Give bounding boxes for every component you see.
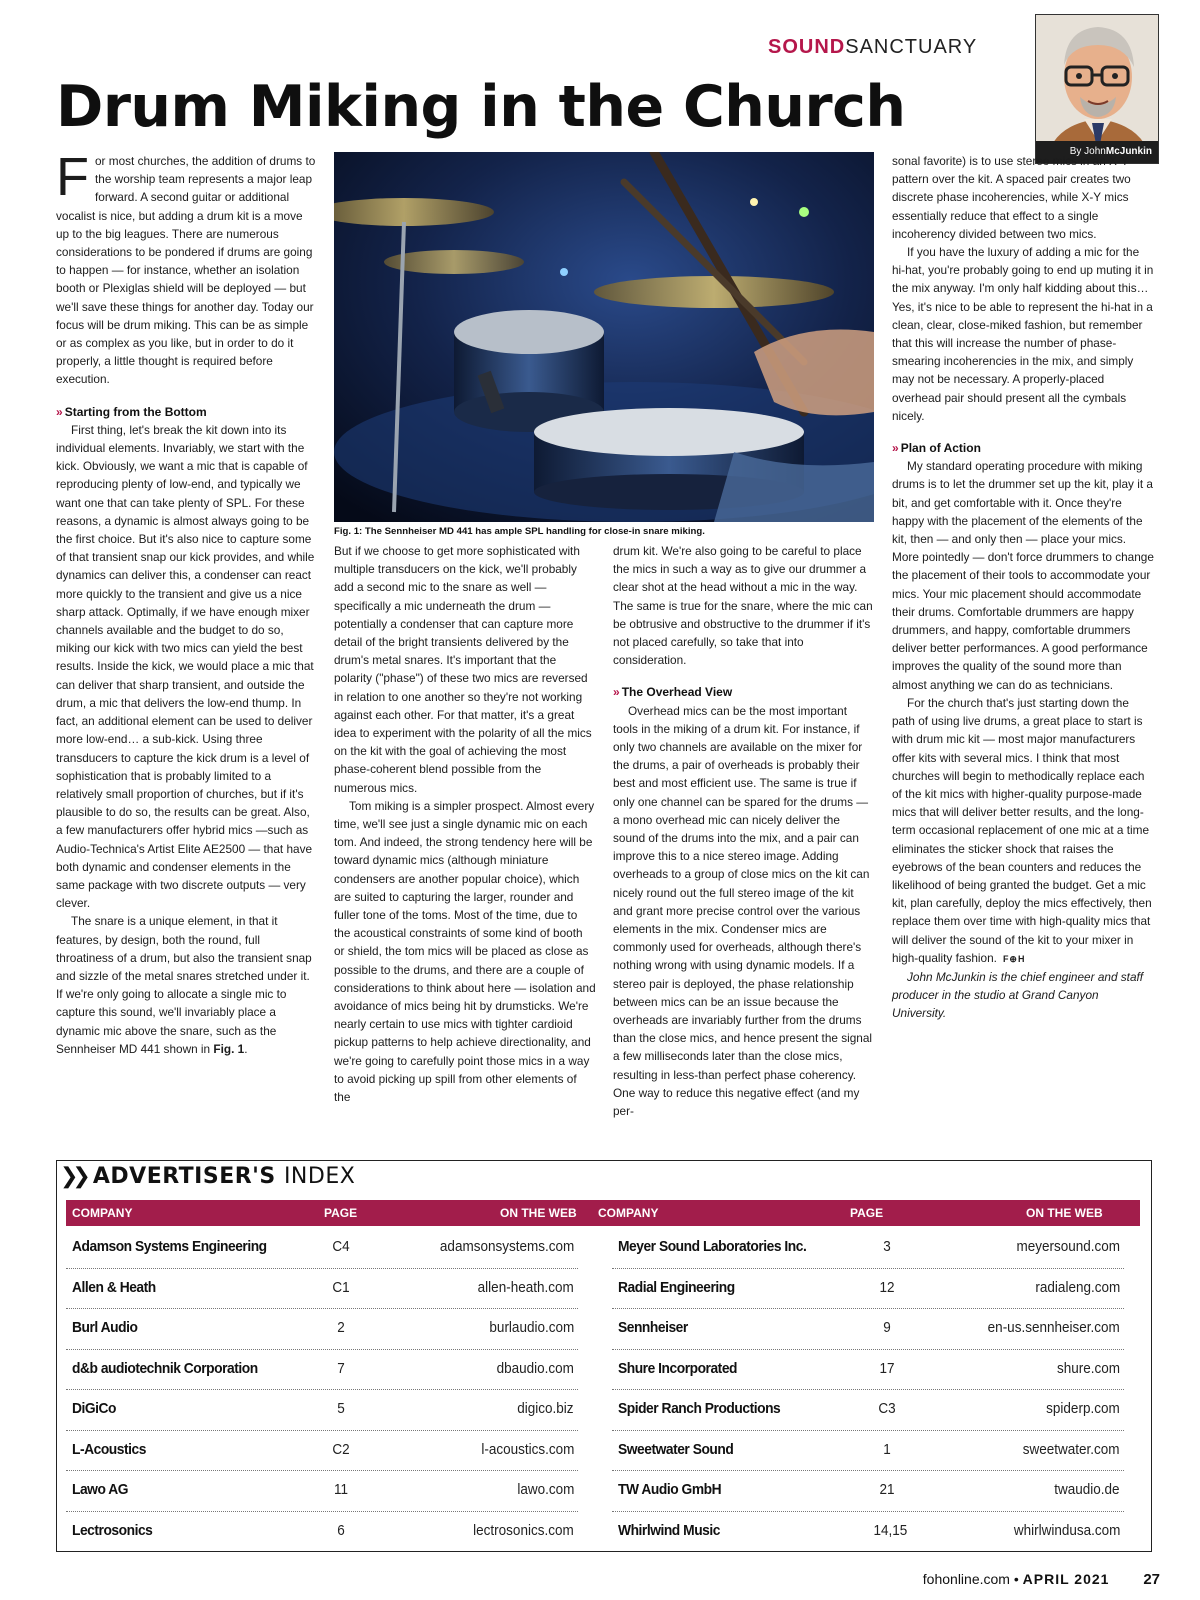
body-paragraph: Tom miking is a simpler prospect. Almost every time, we'll see just a single dynamic mic on each tom. And indeed, the strong tendency here will be toward dynamic mics (although miniature condensers are another popular choice), which are suited to capturing the larger, rounder and fuller tone of the toms. Most of the time, due to the acoustical constraints of some kind of booth or shield, the tom mics will be placed as close as possible to the drums, and there are a couple of considerations to think about here — isolation and avoidance of mics being hit by drumsticks. We're nearly certain to use mics with tighter cardioid pickup patterns to help achieve directionality, and we're going to carefully point those mics in a way to avoid picking up spill from other elements of the [334,798,596,1105]
col-page: PAGE [324,1206,358,1220]
advertiser-company: Meyer Sound Laboratories Inc. [618,1238,807,1255]
advertiser-web-link[interactable]: twaudio.de [1054,1481,1120,1498]
advertiser-company: Sweetwater Sound [618,1440,734,1458]
body-paragraph: But if we choose to get more sophisticated with multiple transducers on the kick, we'll probably add a second mic to the snare as well — specifically a mic underneath the drum — potentially a condenser that can capture more detail of the bright transients delivered by the drum's metal snares. It's important that the polarity ("phase") of these two mics are reversed in relation to one another so they're not working against each other. For that matter, it's a great idea to experiment with the polarity of all the mics on the kit with the goal of achieving the most phase-coherent blend possible from the numerous mics. [334,544,592,795]
advertiser-page: 14,15 [873,1521,908,1539]
title-light: INDEX [283,1164,356,1189]
subhead-plan-text: Plan of Action [900,441,981,456]
snare-text: The snare is a unique element, in that it features, by design, both the round, full throatiness of a drum, but also the transient snap and sizzle of the metal snares stretched under it. If we're only going to allocate a single mic to capture this sound, we'll invariably place a dynamic mic above the snare, such as the Sennheiser MD 441 shown in [56,914,312,1056]
article-headline: Drum Miking in the Church [56,74,906,140]
advertiser-web-link[interactable]: lawo.com [516,1481,574,1498]
title-bold: ADVERTISER'S [92,1164,276,1189]
brand-light: SANCTUARY [845,36,978,58]
col-company: COMPANY [72,1206,133,1220]
body-paragraph: sonal favorite) is to use stereo mics in an X-Y pattern over the kit. A spaced pair creates two discrete phase incoherencies, while X-Y mics essentially reduce that effect to a single incoherency divided between two mics. [892,154,1131,241]
advertiser-web-link[interactable]: l-acoustics.com [480,1440,574,1458]
author-portrait [1035,14,1159,164]
col-web: ON THE WEB [500,1206,577,1220]
advertiser-company: Radial Engineering [618,1278,735,1296]
footer-date: APRIL 2021 [1022,1571,1110,1587]
article-column-2 [334,542,596,1106]
table-row [612,1471,1124,1512]
advertiser-web-link[interactable]: whirlwindusa.com [1013,1521,1120,1539]
byline-name: McJunkin [1105,146,1152,157]
closing-text: For the church that's just starting down the path of using live drums, a great place to start is with drum mic kit — most major manufacturers offer kits with several mics. I think that most churches will begin to methodically replace each of the kit mics with higher-quality purpose-made mics that will deliver better results, and the long-term occasional replacement of one mic at a time eliminates the sticker shock that raises the eyebrows of the bean counters and reduces the likelihood of being granted the budget. Get a mic kit, plan carefully, deploy the mics effectively, then replace them over time with high-quality mics that will deliver the sound of the kit to your mixer in high-quality fashion. [892,695,1152,965]
article-column-4 [892,152,1154,1023]
table-row [612,1269,1124,1310]
subhead-overhead [613,683,875,701]
chevron-right-icon: » [613,685,618,700]
table-row [66,1228,578,1269]
table-row [66,1431,578,1472]
intro-paragraph [56,147,318,389]
col-company: COMPANY [598,1206,659,1220]
col-web: ON THE WEB [1026,1206,1103,1220]
advertiser-web-link[interactable]: lectrosonics.com [473,1521,574,1539]
advertiser-page: C2 [332,1440,350,1458]
advertiser-page: 1 [883,1440,891,1458]
advertiser-company: Spider Ranch Productions [618,1400,781,1417]
intro-text: or most churches, the addition of drums to the worship team represents a major leap forward. A second guitar or additional vocalist is nice, but adding a drum kit is a move up to the big leagues. There are numerous considerations to be pondered if drums are going to happen — for instance, whether an isolation booth or Plexiglas shield will be deployed — but we'll save these things for another day. Today our focus will be drum miking. This can be as simple or as complex as you like, but in order to do it properly, a little thought is required before execution. [56,154,316,387]
advertiser-page: C3 [878,1400,896,1417]
dropcap: F [56,147,89,207]
double-chevron-icon: ❯❯ [60,1164,85,1189]
body-paragraph: If you have the luxury of adding a mic for the hi-hat, you're probably going to end up muting it in the mix anyway. I'm only half kidding about this… Yes, it's nice to be able to represent the hi-hat in a clean, clear, close-miked fashion, but remember that this will increase the number of phase-smearing incoherencies in the mix, and simply may not be necessary. A properly-placed overhead pair should present all the cymbals nicely. [892,245,1154,423]
table-row [66,1390,578,1431]
advertiser-web-link[interactable]: meyersound.com [1016,1238,1120,1255]
table-row [612,1431,1124,1472]
advertiser-company: d&b audiotechnik Corporation [72,1359,258,1377]
advertiser-page: 17 [879,1359,895,1377]
advertiser-web-link[interactable]: digico.biz [517,1400,574,1417]
chevron-right-icon: » [892,441,897,456]
advertiser-company: Lectrosonics [72,1521,153,1539]
advertiser-page: 6 [337,1521,345,1539]
body-paragraph: My standard operating procedure with miking drums is to let the drummer set up the kit, play it a bit, and get comfortable with it. Once they're happy with the placement of the elements of the kit, then — and only then — place your mics. More pointedly — don't force drummers to change the placement of their tools to accommodate your mics. Your mic placement should accommodate their drums. Comfortable drummers are happy drummers, and happy, comfortable drummers deliver better performances. A good performance improves the quality of the sound more than almost anything we can do as technicians. [892,459,1154,692]
table-row [66,1471,578,1512]
article-photo [334,152,874,522]
footer-separator: • [1013,1571,1019,1587]
subhead-starting-text: Starting from the Bottom [64,404,207,419]
advertiser-company: Burl Audio [72,1319,138,1336]
col-page: PAGE [850,1206,884,1220]
advertiser-web-link[interactable]: dbaudio.com [496,1359,574,1377]
advertiser-web-link[interactable]: sweetwater.com [1023,1440,1120,1458]
table-row [66,1309,578,1350]
advertiser-company: Sennheiser [618,1319,688,1336]
advertiser-page: 12 [879,1278,895,1296]
advertiser-company: Shure Incorporated [618,1359,738,1377]
advertiser-company: Adamson Systems Engineering [72,1238,267,1255]
advertiser-index-title [60,1163,355,1191]
subhead-starting [56,403,318,421]
table-row [612,1350,1124,1391]
advertiser-company: Lawo AG [72,1481,129,1498]
advertiser-page: 5 [337,1400,345,1417]
advertiser-web-link[interactable]: adamsonsystems.com [439,1238,574,1255]
article-column-1 [56,147,318,1058]
advertiser-table-left [66,1228,578,1552]
end-mark: F⊕H [1002,953,1026,964]
advertiser-page: 11 [333,1481,349,1498]
advertiser-table-right [612,1228,1124,1552]
drum-kit-photo-icon [334,152,874,522]
body-paragraph: Overhead mics can be the most important tools in the miking of a drum kit. For instance, if only two channels are available on the mixer for the drums, a pair of overheads is probably their best and most efficient use. The same is true if only one channel can be spared for the drums — a mono overhead mic can nicely deliver the sound of the drums into the mix, and a pair can improve this to a nice stereo image. Adding overheads to a group of close mics on the kit can nicely round out the full stereo image of the kit and grant more precise control over the various elements in the mix. Condenser mics are commonly used for overheads, although there's nothing wrong with using dynamic models. If a stereo pair is deployed, the phase relationship between mics can be an issue because the overheads are invariably further from the drums than the close mics, and hence present the signal a few milliseconds later than the close mics, resulting in less-than perfect phase coherency. One way to reduce this negative effect (and my per- [613,703,873,1119]
advertiser-web-link[interactable]: burlaudio.com [489,1319,574,1336]
sentence-end: . [244,1041,248,1056]
brand-bold: SOUND [768,36,846,58]
footer-site[interactable]: fohonline.com [922,1571,1010,1587]
advertiser-company: Whirlwind Music [618,1521,720,1539]
article-column-3 [613,542,875,1120]
table-row [612,1390,1124,1431]
advertiser-company: DiGiCo [72,1400,117,1417]
table-row [612,1512,1124,1553]
body-paragraph [56,912,318,1058]
advertiser-page: 9 [883,1319,891,1336]
advertiser-page: 3 [883,1238,891,1255]
advertiser-company: Allen & Heath [72,1278,156,1296]
table-row [612,1309,1124,1350]
advertiser-page: C4 [332,1238,350,1255]
advertiser-company: L-Acoustics [72,1440,146,1458]
advertiser-web-link[interactable]: allen-heath.com [477,1278,574,1296]
subhead-plan [892,439,1154,457]
byline-prefix: By John [1069,146,1106,157]
advertiser-page: 2 [337,1319,345,1336]
body-paragraph [892,694,1154,968]
advertiser-web-link[interactable]: shure.com [1056,1359,1120,1377]
table-row [66,1269,578,1310]
table-row [612,1228,1124,1269]
author-credit: John McJunkin is the chief engineer and staff producer in the studio at Grand Canyon University. [892,969,1144,1021]
advertiser-page: C1 [332,1278,350,1296]
table-row [66,1512,578,1553]
chevron-right-icon: » [56,404,61,419]
figure-reference: Fig. 1 [213,1041,245,1056]
advertiser-page: 21 [879,1481,895,1498]
advertiser-web-link[interactable]: radialeng.com [1035,1278,1120,1296]
body-paragraph: First thing, let's break the kit down into its individual elements. Invariably, we start with the kick. Obviously, we want a mic that is capable of reproducing plenty of low-end, and typically we want one that can take plenty of SPL. For these reasons, a dynamic is almost always going to be the first choice. But it's also nice to capture some of that transient snap our kick provides, and while dynamics can deliver this, a condenser can react more quickly to the transient and give us a nice sharp attack. Optimally, if we have enough mixer channels available and the budget to do so, miking our kick with two mics can yield the best results. Inside the kick, we would place a mic that can deliver that sharp transient, and outside the drum, a mic that delivers the low-end thump. In fact, an additional element can be used to deliver more low-end… a sub-kick. Using three transducers to capture the kick drum is a level of sophistication that is probably limited to a relatively small proportion of churches, but if it's plausible to do so, the results can be great. Also, a few manufacturers offer hybrid mics —such as Audio-Technica's Artist Elite AE2500 — that have both dynamic and condenser elements in the same package with two discrete outputs — very clever. [56,422,315,911]
page-number: 27 [1143,1571,1160,1588]
advertiser-page: 7 [337,1359,345,1377]
table-row [66,1350,578,1391]
page-footer [923,1571,1160,1588]
advertiser-web-link[interactable]: en-us.sennheiser.com [987,1319,1120,1336]
advertiser-company: TW Audio GmbH [618,1481,722,1498]
body-paragraph: drum kit. We're also going to be careful to place the mics in such a way as to give our drummer a clear shot at the head without a mic in the way. The same is true for the snare, where the mic can be obtrusive and obstructive to the drummer if it's not placed carefully, so take that into consideration. [613,544,873,668]
advertiser-web-link[interactable]: spiderp.com [1046,1400,1120,1417]
advertiser-table-header [66,1200,1140,1226]
subhead-overhead-text: The Overhead View [621,685,733,700]
photo-caption: Fig. 1: The Sennheiser MD 441 has ample SPL handling for close-in snare miking. [334,526,705,537]
section-brand [768,36,977,59]
